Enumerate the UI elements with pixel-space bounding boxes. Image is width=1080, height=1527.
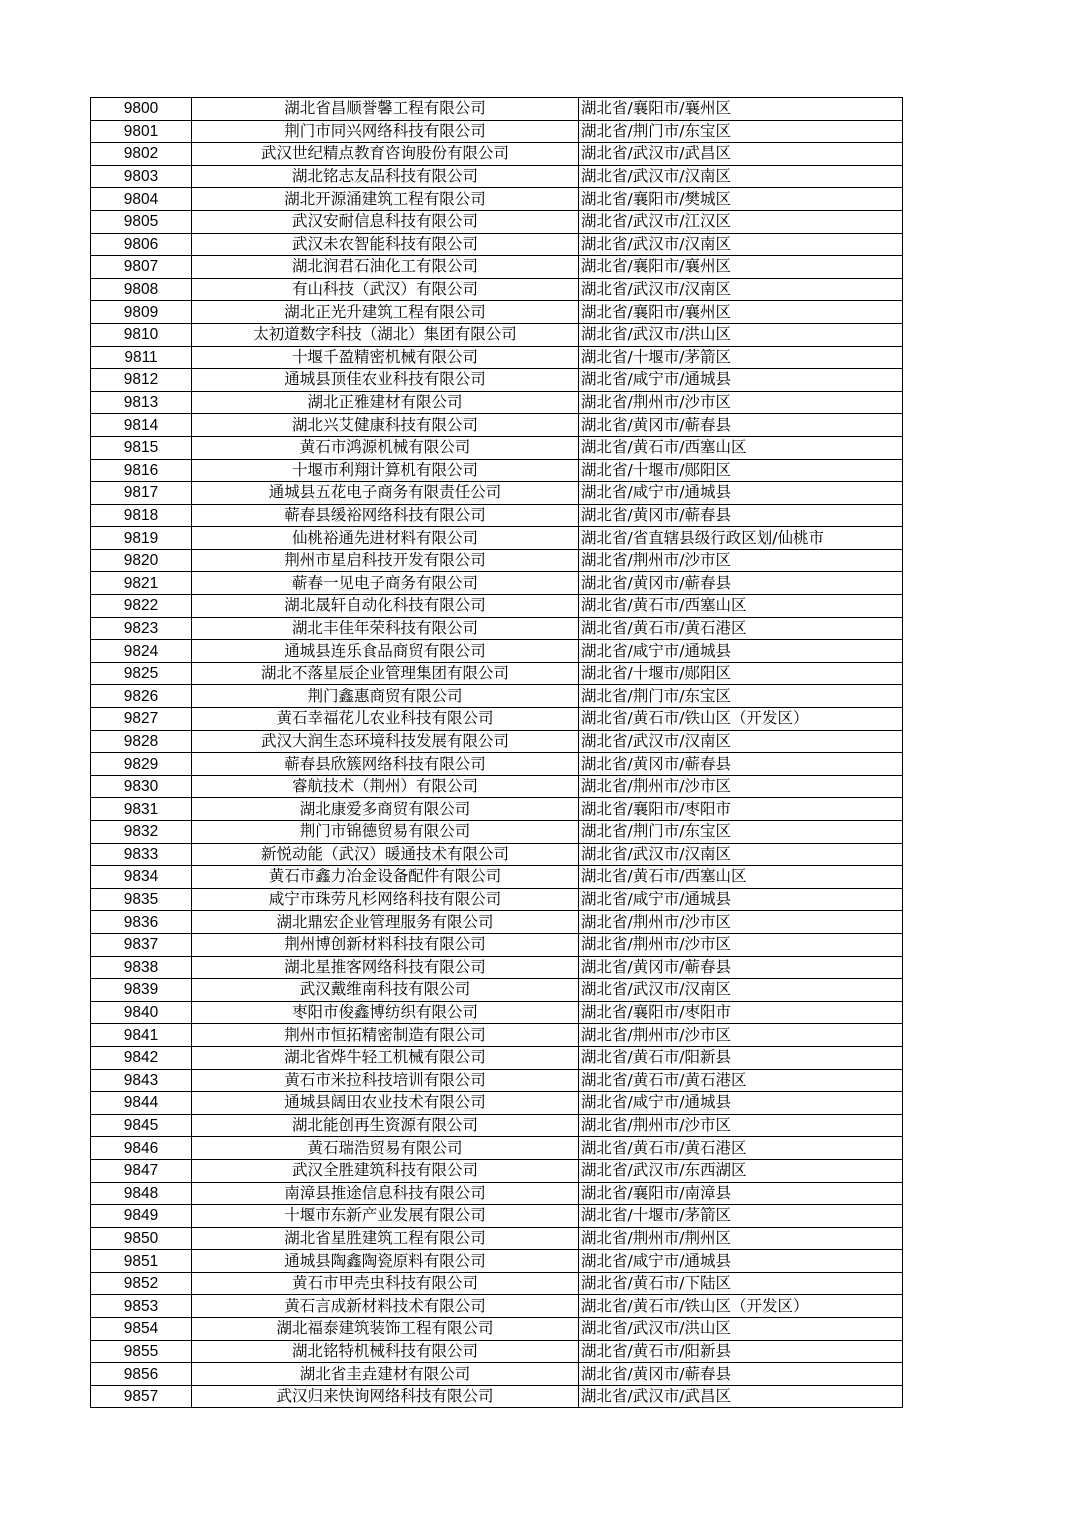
company-name: 黄石市甲壳虫科技有限公司 [192, 1272, 579, 1295]
company-name: 湖北省圭垚建材有限公司 [192, 1363, 579, 1386]
company-region: 湖北省/武汉市/汉南区 [579, 730, 903, 753]
table-row [91, 188, 903, 211]
company-name: 蕲春县缓裕网络科技有限公司 [192, 504, 579, 527]
company-name: 武汉世纪精点教育咨询股份有限公司 [192, 143, 579, 166]
company-name: 荆州市恒拓精密制造有限公司 [192, 1024, 579, 1047]
company-name: 武汉戴维南科技有限公司 [192, 979, 579, 1002]
table-row [91, 143, 903, 166]
company-region: 湖北省/黄冈市/蕲春县 [579, 504, 903, 527]
company-name: 湖北正光升建筑工程有限公司 [192, 301, 579, 324]
table-row [91, 911, 903, 934]
company-region: 湖北省/黄石市/铁山区（开发区） [579, 708, 903, 731]
table-row [91, 1227, 903, 1250]
table-row [91, 1137, 903, 1160]
company-name: 武汉全胜建筑科技有限公司 [192, 1159, 579, 1182]
row-number: 9822 [91, 595, 192, 618]
company-region: 湖北省/武汉市/洪山区 [579, 323, 903, 346]
table-row [91, 708, 903, 731]
company-name: 荆门市锦德贸易有限公司 [192, 821, 579, 844]
company-region: 湖北省/襄阳市/襄州区 [579, 98, 903, 121]
row-number: 9849 [91, 1205, 192, 1228]
company-region: 湖北省/武汉市/汉南区 [579, 278, 903, 301]
company-name: 荆门鑫惠商贸有限公司 [192, 685, 579, 708]
company-name: 新悦动能（武汉）暖通技术有限公司 [192, 843, 579, 866]
table-row [91, 662, 903, 685]
table-row [91, 1182, 903, 1205]
row-number: 9835 [91, 888, 192, 911]
table-row [91, 866, 903, 889]
company-region: 湖北省/十堰市/郧阳区 [579, 459, 903, 482]
row-number: 9819 [91, 527, 192, 550]
row-number: 9804 [91, 188, 192, 211]
row-number: 9845 [91, 1114, 192, 1137]
table-row [91, 933, 903, 956]
row-number: 9843 [91, 1069, 192, 1092]
company-region: 湖北省/黄石市/铁山区（开发区） [579, 1295, 903, 1318]
company-name: 十堰千盈精密机械有限公司 [192, 346, 579, 369]
row-number: 9827 [91, 708, 192, 731]
row-number: 9838 [91, 956, 192, 979]
table-row [91, 753, 903, 776]
company-name: 通城县五花电子商务有限责任公司 [192, 482, 579, 505]
table-row [91, 436, 903, 459]
company-name: 有山科技（武汉）有限公司 [192, 278, 579, 301]
table-row [91, 572, 903, 595]
table-row [91, 391, 903, 414]
row-number: 9814 [91, 414, 192, 437]
table-row [91, 821, 903, 844]
row-number: 9829 [91, 753, 192, 776]
company-region: 湖北省/襄阳市/樊城区 [579, 188, 903, 211]
row-number: 9807 [91, 256, 192, 279]
company-region: 湖北省/武汉市/东西湖区 [579, 1159, 903, 1182]
company-region: 湖北省/黄石市/西塞山区 [579, 866, 903, 889]
company-name: 湖北正雅建材有限公司 [192, 391, 579, 414]
table-row [91, 1069, 903, 1092]
table-row [91, 1250, 903, 1273]
row-number: 9801 [91, 120, 192, 143]
table-row [91, 640, 903, 663]
table-row [91, 278, 903, 301]
row-number: 9828 [91, 730, 192, 753]
company-region: 湖北省/黄石市/黄石港区 [579, 617, 903, 640]
table-row [91, 98, 903, 121]
company-region: 湖北省/咸宁市/通城县 [579, 640, 903, 663]
table-row [91, 1363, 903, 1386]
company-region: 湖北省/咸宁市/通城县 [579, 369, 903, 392]
company-region: 湖北省/黄石市/黄石港区 [579, 1069, 903, 1092]
row-number: 9826 [91, 685, 192, 708]
company-region: 湖北省/黄冈市/蕲春县 [579, 753, 903, 776]
table-row [91, 549, 903, 572]
table-row [91, 1318, 903, 1341]
company-name: 十堰市东新产业发展有限公司 [192, 1205, 579, 1228]
table-row [91, 730, 903, 753]
company-region: 湖北省/咸宁市/通城县 [579, 1250, 903, 1273]
company-name: 武汉安耐信息科技有限公司 [192, 210, 579, 233]
row-number: 9818 [91, 504, 192, 527]
company-name: 武汉大润生态环境科技发展有限公司 [192, 730, 579, 753]
company-region: 湖北省/荆门市/东宝区 [579, 120, 903, 143]
row-number: 9848 [91, 1182, 192, 1205]
company-name: 荆门市同兴网络科技有限公司 [192, 120, 579, 143]
company-region: 湖北省/武汉市/汉南区 [579, 979, 903, 1002]
company-region: 湖北省/武汉市/汉南区 [579, 843, 903, 866]
company-region: 湖北省/黄石市/西塞山区 [579, 436, 903, 459]
company-name: 湖北丰佳年荣科技有限公司 [192, 617, 579, 640]
row-number: 9857 [91, 1385, 192, 1408]
company-region: 湖北省/荆州市/沙市区 [579, 391, 903, 414]
row-number: 9837 [91, 933, 192, 956]
company-name: 仙桃裕通先进材料有限公司 [192, 527, 579, 550]
company-name: 蕲春一见电子商务有限公司 [192, 572, 579, 595]
row-number: 9851 [91, 1250, 192, 1273]
table-row [91, 301, 903, 324]
document-page [90, 97, 902, 1408]
company-region: 湖北省/襄阳市/南漳县 [579, 1182, 903, 1205]
row-number: 9824 [91, 640, 192, 663]
table-row [91, 1114, 903, 1137]
company-region: 湖北省/咸宁市/通城县 [579, 482, 903, 505]
table-row [91, 233, 903, 256]
row-number: 9842 [91, 1046, 192, 1069]
company-region: 湖北省/襄阳市/枣阳市 [579, 1001, 903, 1024]
company-name: 通城县顶佳农业科技有限公司 [192, 369, 579, 392]
table-row [91, 120, 903, 143]
row-number: 9839 [91, 979, 192, 1002]
table-row [91, 685, 903, 708]
company-name: 湖北铭特机械科技有限公司 [192, 1340, 579, 1363]
company-name: 湖北康爱多商贸有限公司 [192, 798, 579, 821]
company-region: 湖北省/武汉市/汉南区 [579, 233, 903, 256]
company-region: 湖北省/武汉市/武昌区 [579, 143, 903, 166]
company-name: 南漳县推途信息科技有限公司 [192, 1182, 579, 1205]
row-number: 9854 [91, 1318, 192, 1341]
row-number: 9823 [91, 617, 192, 640]
company-name: 通城县陶鑫陶瓷原料有限公司 [192, 1250, 579, 1273]
row-number: 9852 [91, 1272, 192, 1295]
table-row [91, 1272, 903, 1295]
table-row [91, 1295, 903, 1318]
row-number: 9853 [91, 1295, 192, 1318]
table-row [91, 775, 903, 798]
table-row [91, 595, 903, 618]
company-name: 湖北省昌顺誉馨工程有限公司 [192, 98, 579, 121]
company-region: 湖北省/十堰市/茅箭区 [579, 346, 903, 369]
company-region: 湖北省/黄石市/西塞山区 [579, 595, 903, 618]
table-row [91, 1092, 903, 1115]
company-region: 湖北省/襄阳市/襄州区 [579, 301, 903, 324]
row-number: 9802 [91, 143, 192, 166]
company-name: 黄石市米拉科技培训有限公司 [192, 1069, 579, 1092]
company-name: 湖北铭志友品科技有限公司 [192, 165, 579, 188]
company-name: 湖北星推客网络科技有限公司 [192, 956, 579, 979]
row-number: 9831 [91, 798, 192, 821]
company-name: 武汉未农智能科技有限公司 [192, 233, 579, 256]
company-table [90, 97, 903, 1408]
company-name: 睿航技术（荆州）有限公司 [192, 775, 579, 798]
row-number: 9832 [91, 821, 192, 844]
company-region: 湖北省/黄石市/下陆区 [579, 1272, 903, 1295]
row-number: 9811 [91, 346, 192, 369]
table-row [91, 1385, 903, 1408]
company-region: 湖北省/武汉市/武昌区 [579, 1385, 903, 1408]
company-region: 湖北省/黄冈市/蕲春县 [579, 1363, 903, 1386]
company-region: 湖北省/十堰市/茅箭区 [579, 1205, 903, 1228]
row-number: 9806 [91, 233, 192, 256]
row-number: 9846 [91, 1137, 192, 1160]
row-number: 9834 [91, 866, 192, 889]
company-name: 黄石瑞浩贸易有限公司 [192, 1137, 579, 1160]
company-name: 蕲春县欣簇网络科技有限公司 [192, 753, 579, 776]
row-number: 9813 [91, 391, 192, 414]
table-row [91, 369, 903, 392]
company-name: 湖北能创再生资源有限公司 [192, 1114, 579, 1137]
table-row [91, 256, 903, 279]
company-name: 湖北鼎宏企业管理服务有限公司 [192, 911, 579, 934]
row-number: 9810 [91, 323, 192, 346]
company-region: 湖北省/荆门市/东宝区 [579, 821, 903, 844]
company-region: 湖北省/武汉市/汉南区 [579, 165, 903, 188]
table-row [91, 414, 903, 437]
company-name: 通城县阔田农业技术有限公司 [192, 1092, 579, 1115]
row-number: 9809 [91, 301, 192, 324]
company-region: 湖北省/荆州市/沙市区 [579, 933, 903, 956]
company-name: 湖北晟轩自动化科技有限公司 [192, 595, 579, 618]
row-number: 9821 [91, 572, 192, 595]
company-region: 湖北省/荆州市/沙市区 [579, 549, 903, 572]
company-name: 湖北兴艾健康科技有限公司 [192, 414, 579, 437]
table-body [91, 98, 903, 1408]
company-name: 荆州博创新材料科技有限公司 [192, 933, 579, 956]
company-region: 湖北省/武汉市/洪山区 [579, 1318, 903, 1341]
company-region: 湖北省/黄石市/阳新县 [579, 1340, 903, 1363]
company-region: 湖北省/襄阳市/枣阳市 [579, 798, 903, 821]
company-name: 湖北开源涌建筑工程有限公司 [192, 188, 579, 211]
company-region: 湖北省/荆州市/沙市区 [579, 1114, 903, 1137]
company-region: 湖北省/武汉市/江汉区 [579, 210, 903, 233]
table-row [91, 956, 903, 979]
company-region: 湖北省/十堰市/郧阳区 [579, 662, 903, 685]
row-number: 9856 [91, 1363, 192, 1386]
company-region: 湖北省/黄石市/阳新县 [579, 1046, 903, 1069]
table-row [91, 888, 903, 911]
company-region: 湖北省/黄石市/黄石港区 [579, 1137, 903, 1160]
row-number: 9830 [91, 775, 192, 798]
row-number: 9812 [91, 369, 192, 392]
table-row [91, 1024, 903, 1047]
table-row [91, 979, 903, 1002]
company-region: 湖北省/荆州市/沙市区 [579, 911, 903, 934]
company-name: 湖北福泰建筑装饰工程有限公司 [192, 1318, 579, 1341]
company-name: 湖北不落星辰企业管理集团有限公司 [192, 662, 579, 685]
table-row [91, 1159, 903, 1182]
company-name: 黄石市鑫力冶金设备配件有限公司 [192, 866, 579, 889]
company-name: 通城县连乐食品商贸有限公司 [192, 640, 579, 663]
company-region: 湖北省/荆州市/荆州区 [579, 1227, 903, 1250]
company-name: 荆州市星启科技开发有限公司 [192, 549, 579, 572]
row-number: 9855 [91, 1340, 192, 1363]
row-number: 9850 [91, 1227, 192, 1250]
company-region: 湖北省/省直辖县级行政区划/仙桃市 [579, 527, 903, 550]
company-region: 湖北省/荆门市/东宝区 [579, 685, 903, 708]
company-name: 湖北省烨牛轻工机械有限公司 [192, 1046, 579, 1069]
row-number: 9833 [91, 843, 192, 866]
table-row [91, 482, 903, 505]
row-number: 9803 [91, 165, 192, 188]
row-number: 9808 [91, 278, 192, 301]
table-row [91, 798, 903, 821]
company-name: 十堰市利翔计算机有限公司 [192, 459, 579, 482]
row-number: 9805 [91, 210, 192, 233]
row-number: 9800 [91, 98, 192, 121]
table-row [91, 843, 903, 866]
company-region: 湖北省/黄冈市/蕲春县 [579, 956, 903, 979]
row-number: 9825 [91, 662, 192, 685]
company-region: 湖北省/黄冈市/蕲春县 [579, 414, 903, 437]
table-row [91, 617, 903, 640]
row-number: 9844 [91, 1092, 192, 1115]
table-row [91, 504, 903, 527]
company-region: 湖北省/襄阳市/襄州区 [579, 256, 903, 279]
row-number: 9840 [91, 1001, 192, 1024]
row-number: 9817 [91, 482, 192, 505]
company-region: 湖北省/荆州市/沙市区 [579, 1024, 903, 1047]
row-number: 9816 [91, 459, 192, 482]
table-row [91, 527, 903, 550]
table-row [91, 165, 903, 188]
table-row [91, 1205, 903, 1228]
company-region: 湖北省/黄冈市/蕲春县 [579, 572, 903, 595]
company-region: 湖北省/荆州市/沙市区 [579, 775, 903, 798]
row-number: 9841 [91, 1024, 192, 1047]
company-name: 湖北润君石油化工有限公司 [192, 256, 579, 279]
company-region: 湖北省/咸宁市/通城县 [579, 1092, 903, 1115]
table-row [91, 346, 903, 369]
row-number: 9815 [91, 436, 192, 459]
table-row [91, 210, 903, 233]
company-name: 黄石市鸿源机械有限公司 [192, 436, 579, 459]
company-name: 太初道数字科技（湖北）集团有限公司 [192, 323, 579, 346]
company-name: 枣阳市俊鑫博纺织有限公司 [192, 1001, 579, 1024]
table-row [91, 323, 903, 346]
table-row [91, 1046, 903, 1069]
row-number: 9847 [91, 1159, 192, 1182]
table-row [91, 1340, 903, 1363]
table-row [91, 1001, 903, 1024]
table-row [91, 459, 903, 482]
row-number: 9836 [91, 911, 192, 934]
row-number: 9820 [91, 549, 192, 572]
company-region: 湖北省/咸宁市/通城县 [579, 888, 903, 911]
company-name: 湖北省星胜建筑工程有限公司 [192, 1227, 579, 1250]
company-name: 咸宁市珠劳凡杉网络科技有限公司 [192, 888, 579, 911]
company-name: 黄石言成新材料技术有限公司 [192, 1295, 579, 1318]
company-name: 武汉归来快询网络科技有限公司 [192, 1385, 579, 1408]
company-name: 黄石幸福花儿农业科技有限公司 [192, 708, 579, 731]
